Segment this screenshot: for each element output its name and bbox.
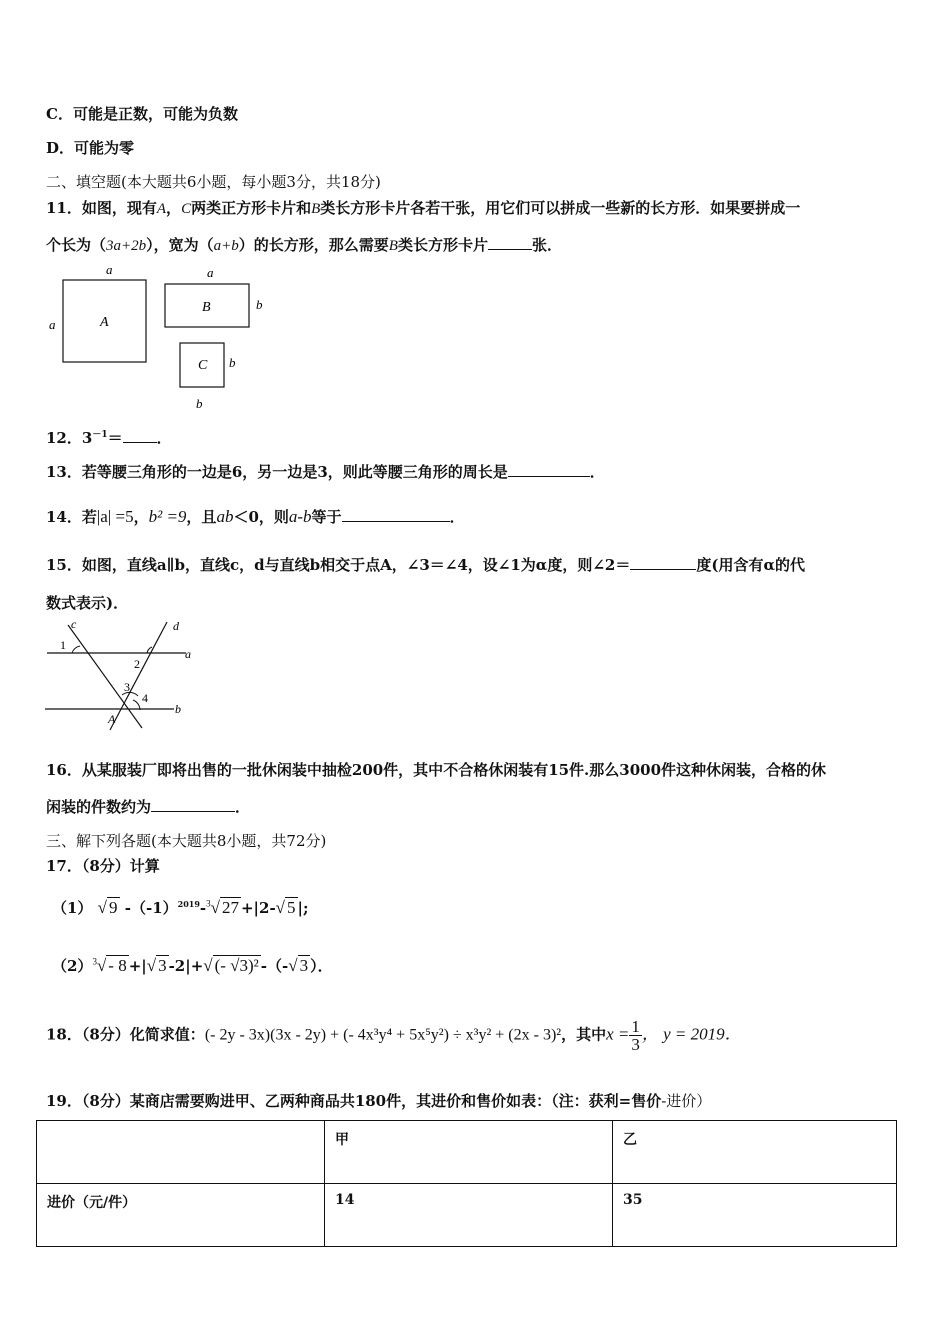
card-a-top-label: a [106, 262, 113, 277]
card-b-label: B [202, 300, 211, 315]
card-b-side-label: b [256, 297, 263, 312]
q14: 14．若|a| =5，b² =9，且ab＜0，则a-b等于 ． [46, 507, 465, 526]
fig-label-a: a [185, 647, 191, 661]
table-cell: 14 [325, 1184, 613, 1247]
table-cell: 进价（元/件） [37, 1184, 325, 1247]
q14-blank [342, 507, 450, 522]
card-c-bottom-label: b [196, 396, 203, 411]
price-table [36, 1120, 897, 1247]
table-cell: 35 [613, 1184, 897, 1247]
q17-part2: $(2)^3√ - 8$ +|√ 3 -2|+√ (- √3)² -（-√ 3 ）． [52, 956, 333, 975]
q12: 12．$3^{-1}=$ ． [46, 429, 172, 447]
fig-label-d: d [173, 619, 179, 633]
q19-text: 19．（8分）某商店需要购进甲、乙两种商品共180件，其进价和售价如表：（注：获利=售价-进价） [46, 1092, 712, 1110]
fig-label-A: A [108, 712, 116, 726]
fig-label-c: c [71, 617, 77, 631]
fig-label-b: b [175, 702, 181, 716]
q18-expression: (- 2y - 3x)(3x - 2y) + (- 4x³y⁴ + 5x⁵y²) ÷ x³y² + (2x - 3)² [204, 1026, 562, 1044]
card-a-side-label: a [49, 317, 56, 332]
q12-blank [123, 428, 157, 443]
card-b-top-label: a [207, 265, 214, 280]
q16-blank [151, 797, 235, 812]
line-c [68, 625, 142, 728]
q11-figure [40, 262, 280, 417]
q15-blank [630, 555, 696, 570]
table-header-row [37, 1121, 897, 1184]
line-d [110, 622, 167, 730]
fig-label-3: 3 [124, 680, 130, 694]
option-d: D．可能为零 [46, 139, 135, 157]
table-header-cell [37, 1121, 325, 1184]
q13: 13．若等腰三角形的一边是6，另一边是3，则此等腰三角形的周长是 ． [46, 463, 605, 481]
fig-label-2: 2 [134, 657, 140, 671]
q11-line2: 个长为（3a+2b），宽为（a+b）的长方形，那么需要B类长方形卡片 张． [46, 236, 562, 254]
q16-line2: 闲装的件数约为 ． [46, 798, 251, 816]
fig-label-1: 1 [60, 638, 66, 652]
q11-line1: 11．如图，现有A，C两类正方形卡片和B类长方形卡片各若干张，用它们可以拼成一些新的长方形．如果要拼成一 [46, 199, 801, 217]
q18: 18．（8分）化简求值：(- 2y - 3x)(3x - 2y) + (- 4x³y⁴ + 5x⁵y²) ÷ x³y² + (2x - 3)²，其中x = $\frac{1}{3}$ ， y = 2019． [46, 1017, 742, 1054]
table-header-cell: 甲 [325, 1121, 613, 1184]
section-2-title: 二、填空题(本大题共6小题，每小题3分，共18分) [46, 173, 381, 191]
q11-blank [488, 235, 532, 250]
section-3-title: 三、解下列各题(本大题共8小题，共72分) [46, 832, 327, 850]
option-c: C．可能是正数，可能为负数 [46, 105, 238, 123]
card-a-label: A [100, 315, 109, 330]
q18-fraction: $\frac{1}{3}$ [631, 1017, 640, 1054]
q13-blank [508, 462, 590, 477]
q15-line2: 数式表示)． [46, 594, 129, 612]
card-c-label: C [198, 358, 208, 373]
card-c-side-label: b [229, 355, 236, 370]
q15-figure [40, 616, 210, 731]
fig-label-4: 4 [142, 691, 148, 705]
table-row [37, 1184, 897, 1247]
q16-line1: 16．从某服装厂即将出售的一批休闲装中抽检200件，其中不合格休闲装有15件.那么3000件这种休闲装，合格的休 [46, 761, 827, 779]
q15-line1: 15．如图，直线a∥b，直线c，d与直线b相交于点A，∠3＝∠4，设∠1为α度，则∠2＝ 度(用含有α的代 [46, 556, 805, 574]
q17-part1: （1） √ 9 $-(-1)^{2019}-^3√$ 27 +|2-√ 5 |; [52, 898, 309, 917]
q17-title: 17．（8分）计算 [46, 857, 160, 875]
table-header-cell: 乙 [613, 1121, 897, 1184]
